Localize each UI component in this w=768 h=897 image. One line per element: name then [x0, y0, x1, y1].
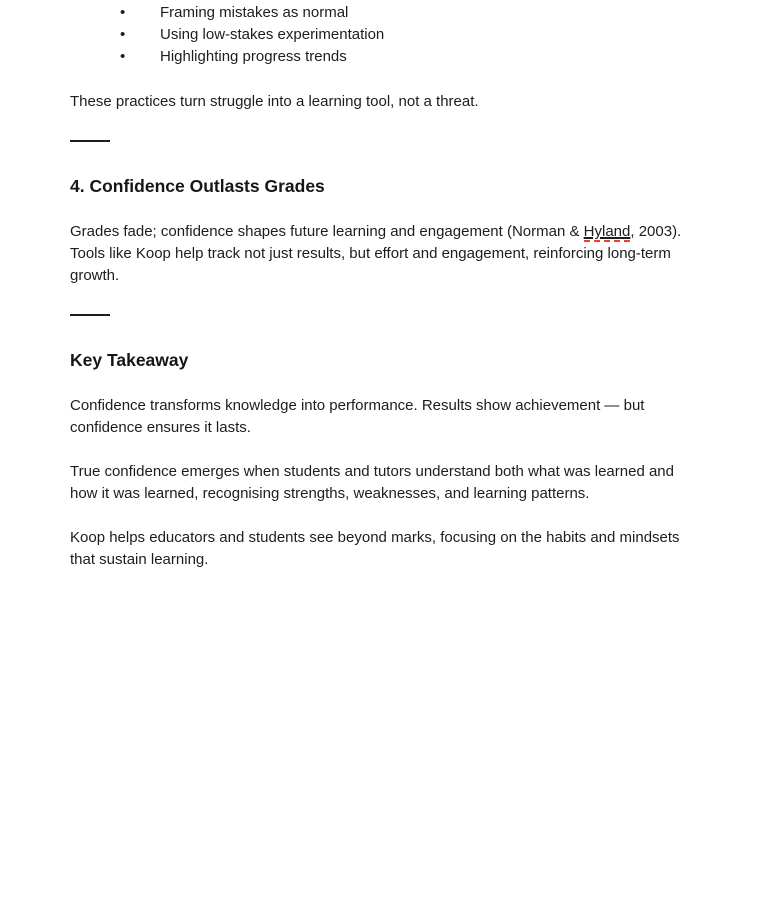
paragraph-practices-summary: These practices turn struggle into a learning tool, not a threat. — [70, 93, 479, 110]
section-divider — [70, 140, 110, 142]
list-item-text: Highlighting progress trends — [160, 48, 347, 65]
list-item — [120, 46, 690, 68]
paragraph-takeaway-3: Koop helps educators and students see beyond marks, focusing on the habits and mindsets that sustain learning. — [70, 529, 680, 568]
list-item-text: Using low-stakes experimentation — [160, 26, 385, 43]
bullet-icon: • — [120, 26, 126, 43]
heading-confidence-outlasts-grades: 4. Confidence Outlasts Grades — [70, 176, 325, 196]
bullet-list — [70, 2, 690, 68]
heading-key-takeaway: Key Takeaway — [70, 350, 189, 370]
list-item-text: Framing mistakes as normal — [160, 4, 349, 21]
paragraph-text-segment: Grades fade; confidence shapes future learning and engagement (Norman & — [70, 223, 584, 240]
bullet-icon: • — [120, 4, 126, 21]
paragraph-takeaway-2: True confidence emerges when students and tutors understand both what was learned and how it was learned, recognising strengths, weaknesses, and learning patterns. — [70, 463, 674, 502]
section-divider — [70, 314, 110, 316]
bullet-icon: • — [120, 48, 126, 65]
list-item — [120, 24, 690, 46]
paragraph-takeaway-1: Confidence transforms knowledge into performance. Results show achievement — but confidence ensures it lasts. — [70, 397, 645, 436]
misspelled-word[interactable]: Hyland — [583, 223, 631, 240]
list-item — [120, 2, 690, 24]
paragraph-grades-fade — [70, 221, 690, 287]
paragraph-text-segment: , 2003). Tools like Koop help track not just results, but effort and engagement, reinforcing long-term growth. — [70, 223, 682, 284]
